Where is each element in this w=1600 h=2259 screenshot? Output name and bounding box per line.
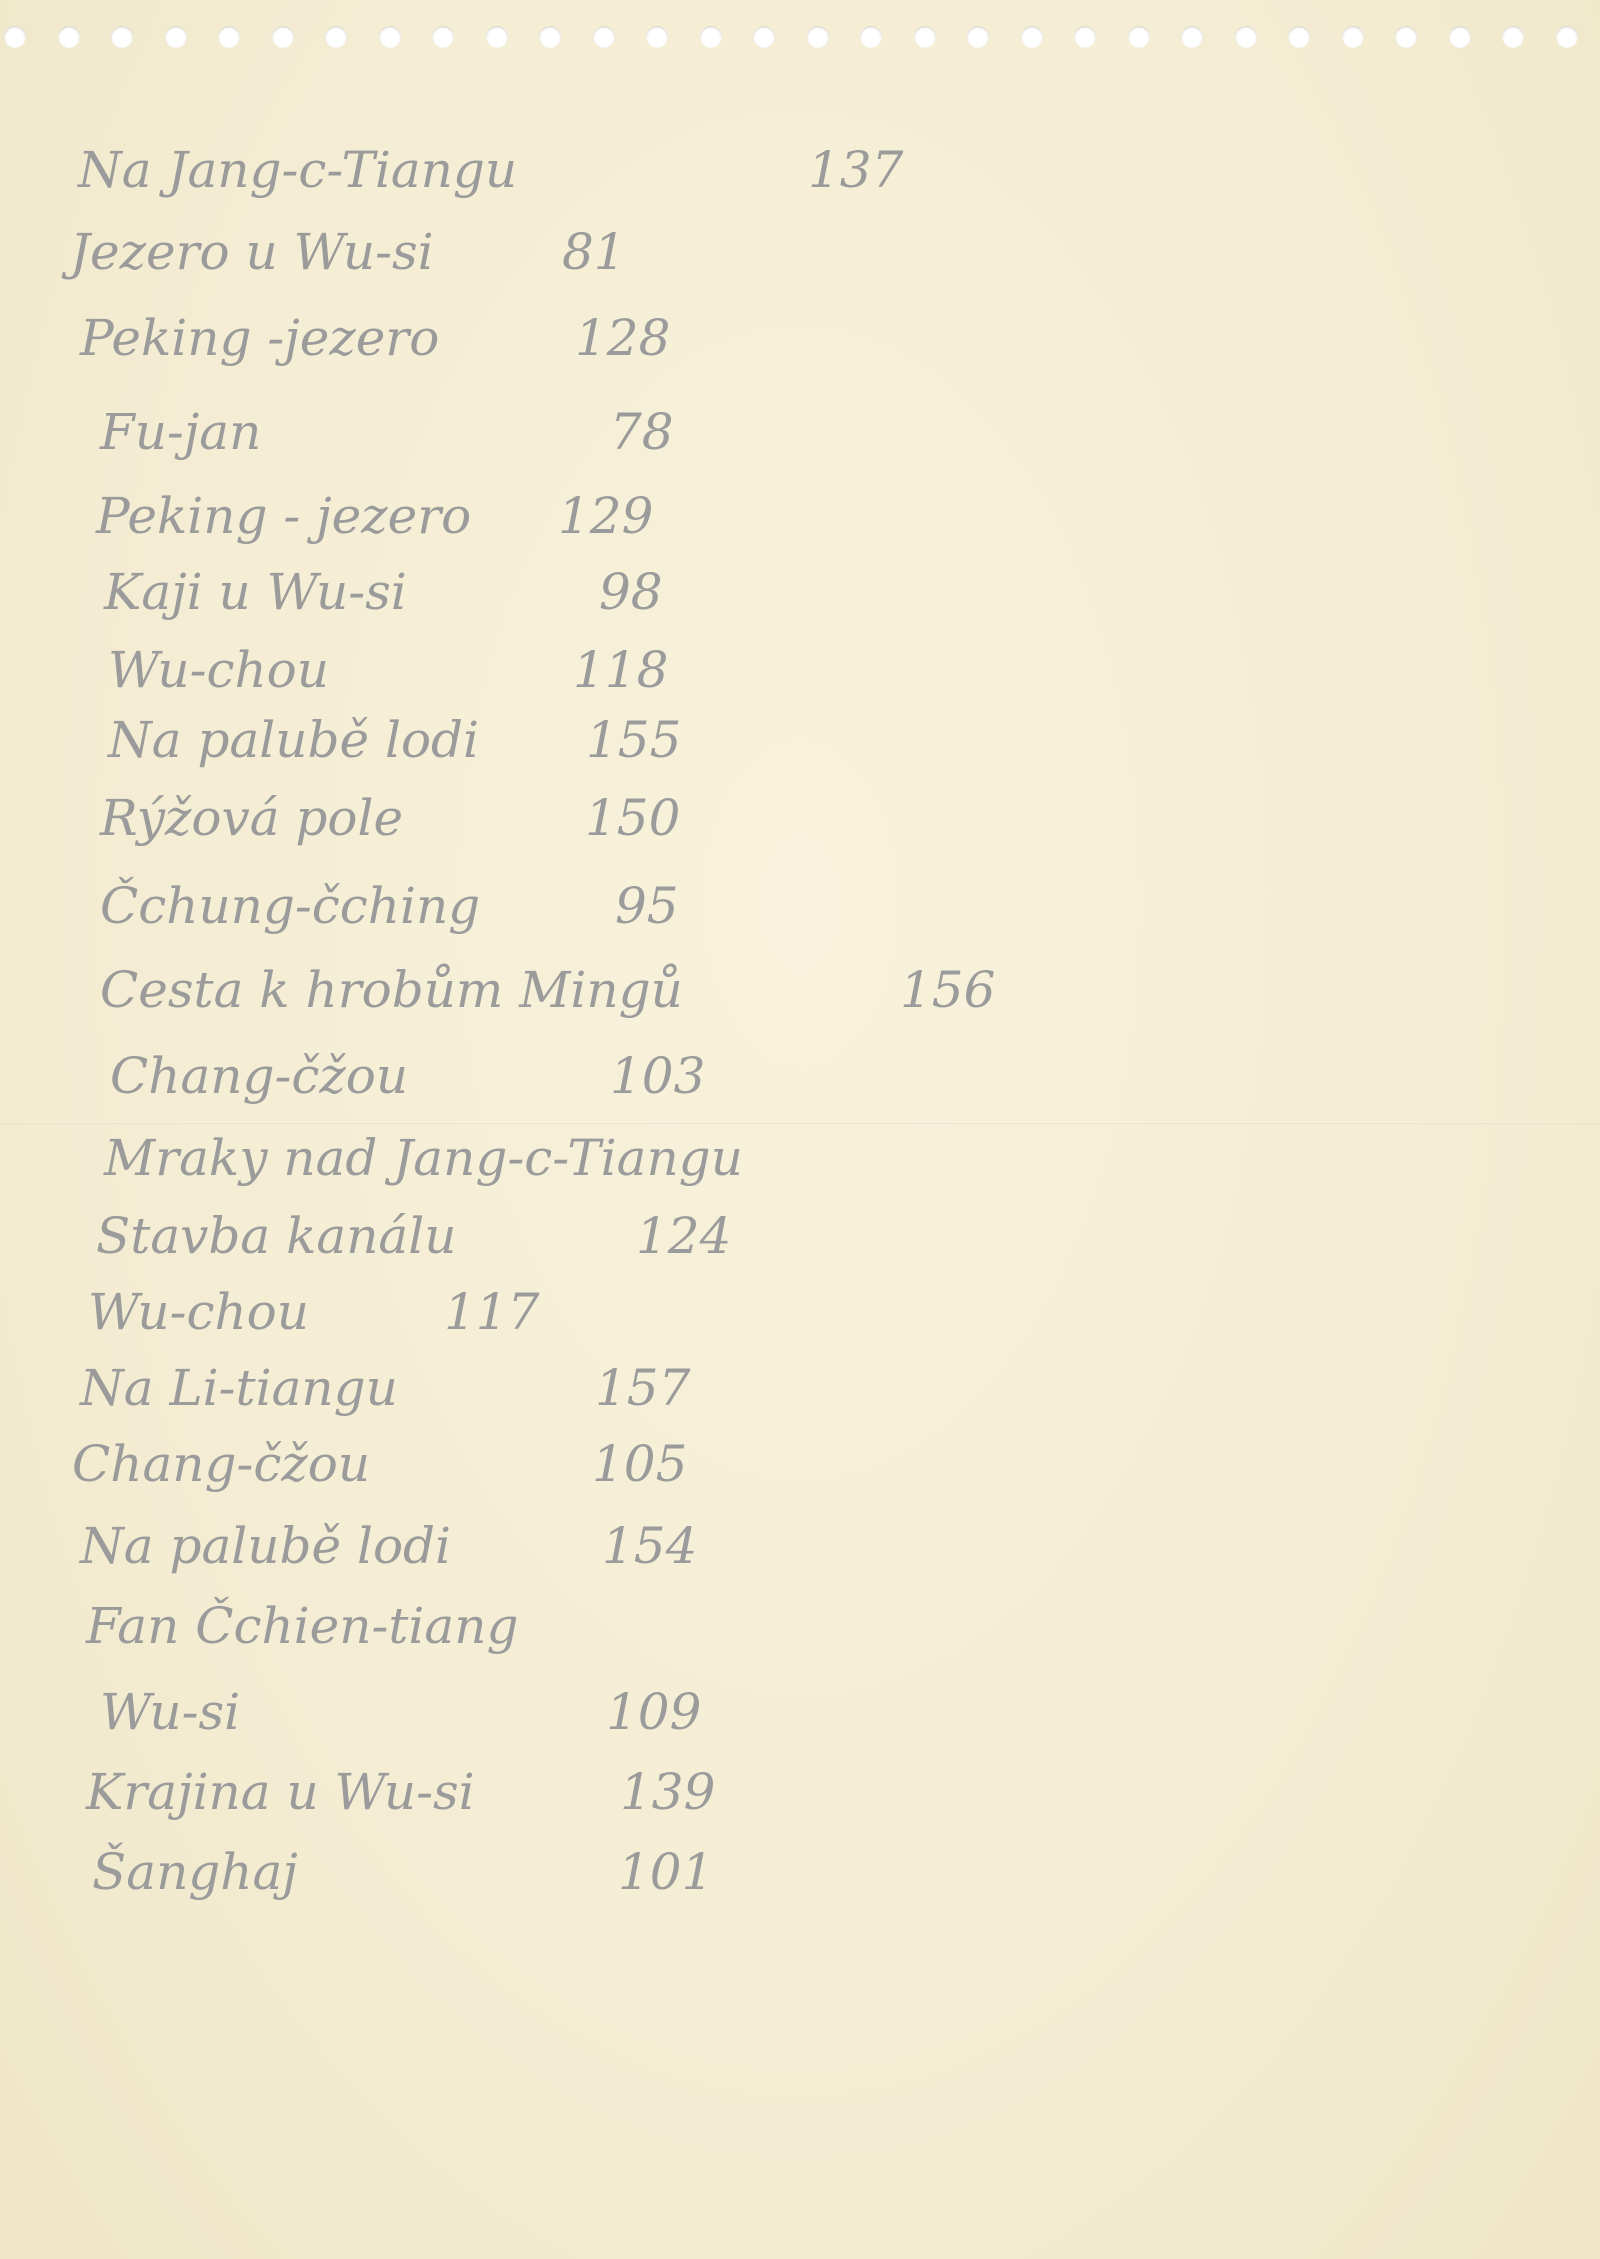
- entry-title: Mraky nad Jang-c-Tiangu: [104, 1129, 743, 1187]
- entry-title: Fu-jan: [100, 403, 262, 461]
- entry-page-number: 103: [610, 1047, 706, 1105]
- entry-page-number: 155: [586, 711, 682, 769]
- entry-title: Fan Čchien-tiang: [86, 1597, 519, 1655]
- entry-title: Wu-chou: [88, 1283, 309, 1341]
- entry-page-number: 124: [636, 1207, 732, 1265]
- entry-title: Cesta k hrobům Mingů: [100, 961, 683, 1019]
- entry-title: Šanghaj: [92, 1843, 298, 1901]
- entry-page-number: 118: [573, 641, 669, 699]
- entry-title: Peking -jezero: [80, 309, 440, 367]
- entry-page-number: 137: [808, 141, 904, 199]
- entry-page-number: 154: [602, 1517, 698, 1575]
- entry-page-number: 156: [900, 961, 996, 1019]
- entry-title: Na Jang-c-Tiangu: [78, 141, 518, 199]
- entry-page-number: 128: [575, 309, 671, 367]
- entry-page-number: 129: [558, 487, 654, 545]
- entry-title: Kaji u Wu-si: [104, 563, 407, 621]
- entry-page-number: 78: [610, 403, 674, 461]
- entry-page-number: 150: [585, 789, 681, 847]
- entry-page-number: 117: [444, 1283, 540, 1341]
- entry-title: Krajina u Wu-si: [86, 1763, 475, 1821]
- entry-page-number: 95: [615, 877, 679, 935]
- entry-title: Wu-si: [100, 1683, 241, 1741]
- entry-page-number: 98: [599, 563, 663, 621]
- entry-page-number: 105: [592, 1435, 688, 1493]
- entry-page-number: 109: [606, 1683, 702, 1741]
- entry-title: Na Li-tiangu: [80, 1359, 398, 1417]
- entry-title: Rýžová pole: [100, 789, 404, 847]
- entry-title: Peking - jezero: [96, 487, 472, 545]
- entry-page-number: 101: [618, 1843, 714, 1901]
- entry-title: Na palubě lodi: [80, 1517, 452, 1575]
- entry-title: Chang-čžou: [72, 1435, 371, 1493]
- entry-page-number: 139: [620, 1763, 716, 1821]
- entry-page-number: 81: [562, 223, 626, 281]
- entry-page-number: 157: [595, 1359, 691, 1417]
- entry-title: Jezero u Wu-si: [70, 223, 434, 281]
- entry-title: Chang-čžou: [110, 1047, 409, 1105]
- entry-title: Wu-chou: [108, 641, 329, 699]
- entry-title: Na palubě lodi: [108, 711, 480, 769]
- entry-title: Čchung-čching: [100, 877, 481, 935]
- entry-title: Stavba kanálu: [96, 1207, 457, 1265]
